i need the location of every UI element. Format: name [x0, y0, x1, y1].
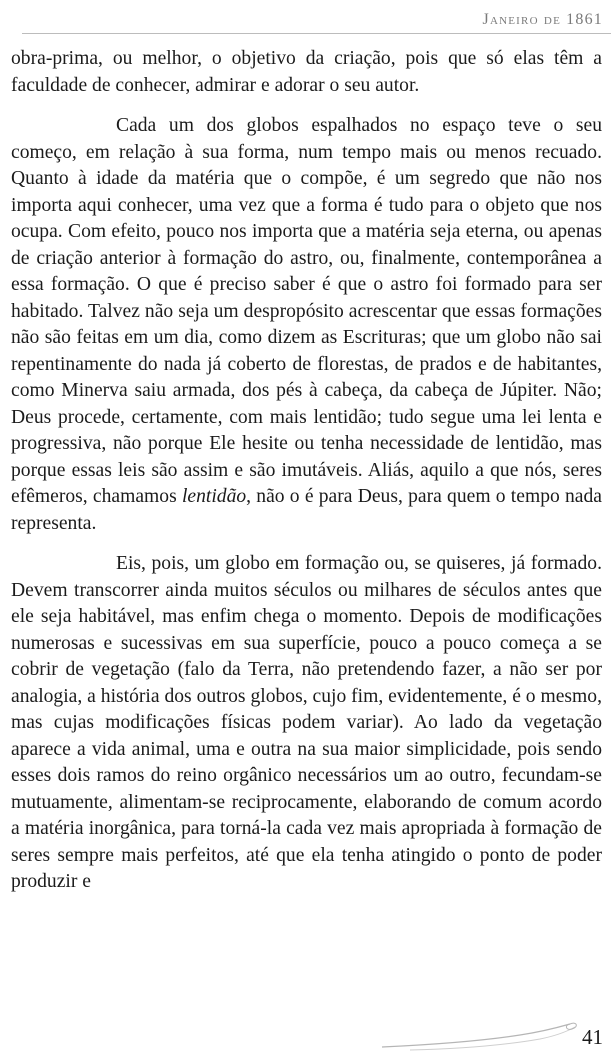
paragraph-3: Eis, pois, um globo em formação ou, se quiseres, já formado. Devem transcorrer ainda muitos séculos ou milhares de séculos antes que ele seja habitável, mas enfim chega o momento. Depois de modificações numerosas e sucessivas em sua superfície, pouco a pouco começa a se cobrir de vegetação (falo da Terra, não pretendendo fazer, a não ser por analogia, a história dos outros globos, cujo fim, evidentemente, é o mesmo, mas cujas modificações físicas podem variar). Ao lado da vegetação aparece a vida animal, uma e outra na sua maior simplicidade, pois sendo esses dois ramos do reino orgânico necessários um ao outro, fecundam-se mutuamente, alimentam-se reciprocamente, elaborando de comum acordo a matéria inorgânica, para torná-la cada vez mais apropriada à formação de seres sempre mais perfeitos, até que ela tenha atingido o ponto de poder produzir e: [11, 553, 602, 892]
header-divider: [22, 33, 611, 34]
paragraph-2-ending: , não o é para Deus, para quem o tempo nada representa.: [11, 486, 602, 534]
page-number: 41: [582, 1025, 603, 1049]
page-body: [11, 46, 602, 896]
flourish-ornament-icon: [380, 1016, 580, 1056]
running-header: Janeiro de 1861: [482, 11, 603, 28]
paragraph-1: obra-prima, ou melhor, o objetivo da criação, pois que só elas têm a faculdade de conhecer, admirar e adorar o seu autor.: [11, 48, 602, 96]
italic-word-lentidao: lentidão: [181, 486, 247, 507]
paragraph-2-text: Cada um dos globos espalhados no espaço teve o seu começo, em relação à sua forma, num tempo mais ou menos recuado. Quanto à idade da matéria que o compõe, é um segredo que não nos importa aqui conhecer, uma vez que a forma é tudo para o objeto que nos ocupa. Com efeito, pouco nos importa que a matéria seja eterna, ou apenas de criação anterior à formação do astro, ou, finalmente, contemporânea a essa formação. O que é preciso saber é que o astro foi formado para ser habitado. Talvez não seja um despropósito acrescentar que essas formações não são feitas em um dia, como dizem as Escrituras; que um globo não sai repentinamente do nada já coberto de florestas, de prados e de habitantes, como Minerva saiu armada, dos pés à cabeça, da cabeça de Júpiter. Não; Deus procede, certamente, com mais lentidão; tudo segue uma lei lenta e progressiva, não porque Ele hesite ou tenha necessidade de lentidão, mas porque essas leis são assim e são imutáveis. Aliás, aquilo a que nós, seres efêmeros, chamamos: [11, 115, 602, 507]
paragraph-2: [11, 113, 602, 537]
